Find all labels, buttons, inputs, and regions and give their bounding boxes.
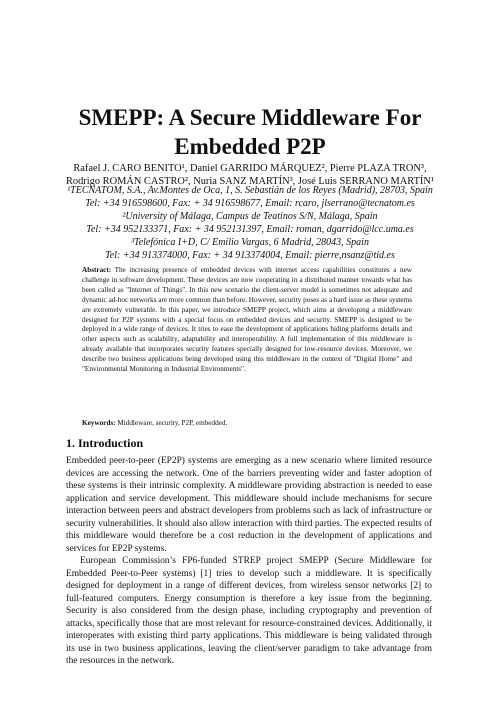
affiliation-line: ¹TECNATOM, S.A., Av.Montes de Oca, 1, S. Sebastián de los Reyes (Madrid), 28703, Spain — [67, 185, 433, 196]
affiliation-line: ³Telefónica I+D, C/ Emilio Vargas, 6 Madrid, 28043, Spain — [131, 237, 369, 248]
affiliation-line: Tel: +34 952133371, Fax: + 34 952131397, Email: roman, dgarrido@lcc.uma.es — [86, 224, 414, 235]
section-heading: 1. Introduction — [66, 436, 144, 450]
affiliation-line: Tel: +34 916598600, Fax: + 34 916598677, Email: rcaro, jlserrano@tecnatom.es — [85, 198, 415, 209]
abstract-text: The increasing presence of embedded devices with internet access capabilities constitutes a new challenge in software development. These devices are now cooperating in a distributed manner towards what has been called as "Internet of Things". In this new scenario the client-server model is sometimes not adequate and dynamic ad-hoc networks are more common than before. However, security poses as a hard issue as these systems are extremely vulnerable. In this paper, we introduce SMEPP project, which aims at developing a middleware designed for P2P systems with a special focus on embedded devices and security. SMEPP is designed to be deployed in a wide range of devices. It tries to ease the development of applications hiding platforms details and other aspects such as scalability, adaptability and interoperability. A full implementation of this middleware is already available that incorporates security features specially designed for low-resource devices. Moreover, we describe two business applications being developed using this middleware in the context of "Digital Home" and "Environmental Monitoring in Industrial Environments". — [82, 266, 412, 374]
affiliation-line: Tel: +34 913374000, Fax: + 34 913374004, Email: pierre,nsanz@tid.es — [105, 250, 395, 261]
paragraph: Embedded peer-to-peer (EP2P) systems are emerging as a new scenario where limited resource devices are accessing the network. One of the barriers preventing wider and faster adoption of these systems is their intrinsic complexity. A middleware providing abstraction is needed to ease application and service development. This middleware should include mechanisms for secure interaction between peers and abstract developers from problems such as lack of infrastructure or security vulnerabilities. It should also allow interaction with third parties. The expected results of this middleware would therefore be a cost reduction in the development of applications and services for EP2P systems. — [66, 456, 432, 554]
paragraph: European Commission’s FP6-funded STREP project SMEPP (Secure Middleware for Embedded Peer-to-Peer systems) [1] tries to develop such a middleware. It is specifically designed for deployment in a range of different devices, from wireless sensor networks [2] to full-featured computers. Energy consumption is therefore a key issue from the beginning. Security is also considered from the design phase, including cryptography and prevention of attacks, specifically those that are most relevant for resource-constrained devices. Additionally, it interoperates with existing third party applications. This middleware is being validated through its use in two business applications, leaving the client/server paradigm to take advantage from the resources in the network. — [66, 556, 432, 666]
keywords-text: Middleware, security, P2P, embedded. — [117, 419, 228, 427]
title-line-2: Embedded P2P — [174, 134, 326, 159]
paper-title — [40, 103, 460, 161]
abstract-label: Abstract: — [82, 266, 112, 274]
title-line-1: SMEPP: A Secure Middleware For — [78, 105, 422, 130]
abstract — [82, 266, 412, 375]
author-line-2: Rodrigo ROMÁN CASTRO², Nuria SANZ MARTÍN³, José Luis SERRANO MARTÍN¹ — [65, 176, 435, 187]
affiliation-line: ²University of Málaga, Campus de Teatinos S/N, Málaga, Spain — [122, 211, 378, 222]
body-text — [66, 455, 432, 668]
affiliations — [20, 184, 480, 262]
author-line-1: Rafael J. CARO BENITO¹, Daniel GARRIDO MÁRQUEZ², Pierre PLAZA TRON³, — [73, 163, 427, 174]
keywords-label: Keywords: — [82, 419, 116, 427]
keywords — [82, 418, 412, 428]
